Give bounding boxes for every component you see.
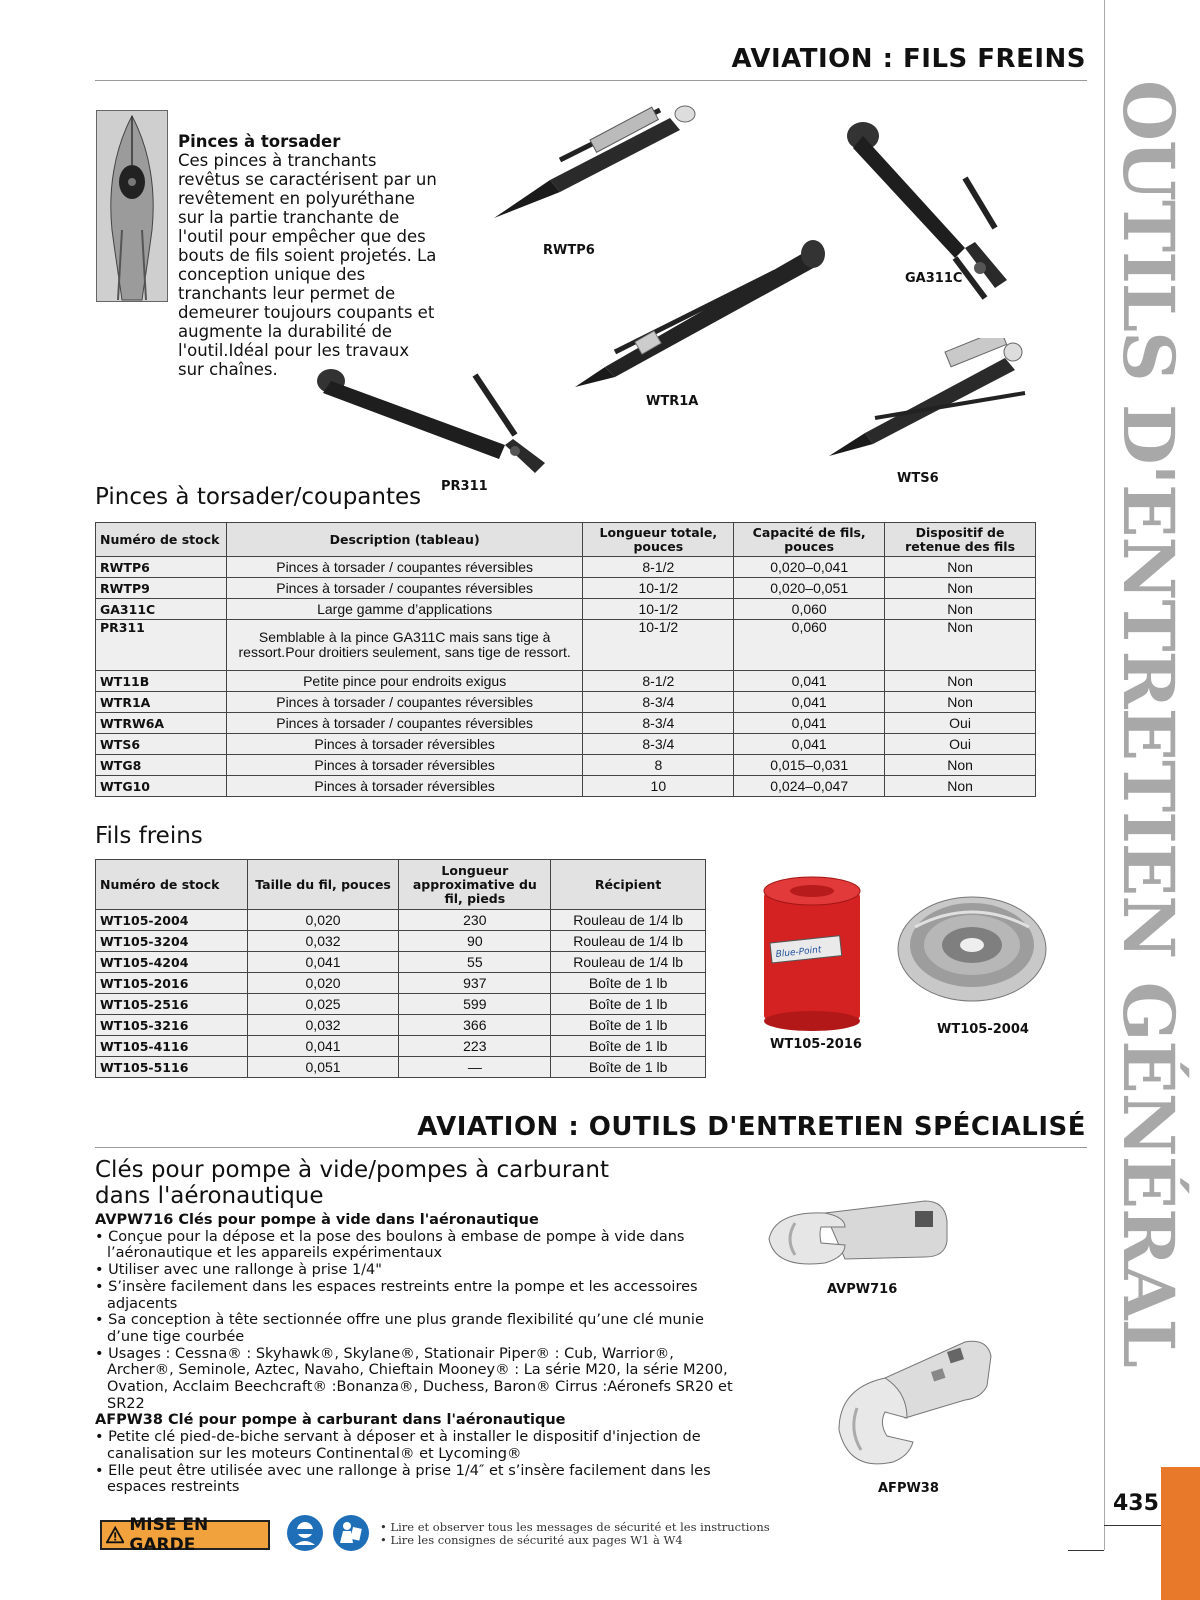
size-cell: 0,025	[247, 994, 399, 1015]
wtr1a-pliers-image	[565, 232, 835, 397]
wts6-label: WTS6	[897, 471, 939, 486]
length-cell: 366	[399, 1015, 551, 1036]
description-cell: Semblable à la pince GA311C mais sans tige à ressort.Pour droitiers seulement, sans tige de ressort.	[226, 620, 583, 671]
retainer-cell: Non	[885, 755, 1036, 776]
table-row	[96, 952, 706, 973]
capacity-cell: 0,015–0,031	[734, 755, 885, 776]
pliers-header-length: Longueur totale, pouces	[583, 523, 734, 557]
container-cell: Rouleau de 1/4 lb	[551, 910, 706, 931]
length-cell: 223	[399, 1036, 551, 1057]
wire-table	[95, 859, 706, 1078]
retainer-cell: Non	[885, 620, 1036, 671]
retainer-cell: Non	[885, 578, 1036, 599]
specialized-rule	[95, 1147, 1087, 1148]
rwtp6-label: RWTP6	[543, 243, 595, 258]
capacity-cell: 0,020–0,051	[734, 578, 885, 599]
stock-cell: WT105-2016	[96, 973, 248, 994]
length-cell: 8-1/2	[583, 557, 734, 578]
safety-note: • Lire les consignes de sécurité aux pages W1 à W4	[380, 1532, 683, 1547]
table-row	[96, 994, 706, 1015]
stock-cell: WTR1A	[96, 692, 227, 713]
list-item: • Usages : Cessna® : Skyhawk®, Skylane®, Stationair Piper® : Cub, Warrior®, Archer®, Seminole, Aztec, Navaho, Chieftain Mooney® : La série M20, la série M200, Ovation, Acclaim Beechcraft® :Bonanza®, Duchess, Baron® Cirrus :Aéronefs SR20 et SR22	[95, 1345, 733, 1412]
spool-brand-label: Blue-Point	[775, 945, 822, 960]
page-number: 435	[1113, 1491, 1159, 1516]
description-cell: Pinces à torsader réversibles	[226, 734, 583, 755]
length-cell: 10-1/2	[583, 578, 734, 599]
length-cell: 90	[399, 931, 551, 952]
pr311-pliers-image	[315, 365, 555, 490]
size-cell: 0,032	[247, 1015, 399, 1036]
pliers-header-capacity: Capacité de fils, pouces	[734, 523, 885, 557]
safety-notes	[380, 1521, 770, 1546]
retainer-cell: Non	[885, 599, 1036, 620]
afpw38-wrench-image	[835, 1338, 995, 1478]
list-item: • Utiliser avec une rallonge à prise 1/4"	[95, 1262, 382, 1279]
pr311-label: PR311	[441, 479, 488, 494]
stock-cell: WTG10	[96, 776, 227, 797]
container-cell: Boîte de 1 lb	[551, 1036, 706, 1057]
table-row	[96, 931, 706, 952]
stock-cell: WT105-2516	[96, 994, 248, 1015]
table-row	[96, 713, 1036, 734]
stock-cell: WT105-4204	[96, 952, 248, 973]
wire-header-stock: Numéro de stock	[96, 860, 248, 910]
length-cell: 8-3/4	[583, 734, 734, 755]
intro-title: Pinces à torsader	[178, 132, 341, 151]
stock-cell: WT11B	[96, 671, 227, 692]
page-number-rule	[1104, 1525, 1161, 1526]
table-row	[96, 557, 1036, 578]
wire-table-title: Fils freins	[95, 823, 203, 849]
wire-header-length: Longueur approximative du fil, pieds	[399, 860, 551, 910]
length-cell: 937	[399, 973, 551, 994]
description-cell: Pinces à torsader réversibles	[226, 776, 583, 797]
container-cell: Boîte de 1 lb	[551, 1015, 706, 1036]
wt105-2004-label: WT105-2004	[937, 1022, 1029, 1037]
length-cell: 8-3/4	[583, 692, 734, 713]
stock-cell: WT105-4116	[96, 1036, 248, 1057]
length-cell: 10-1/2	[583, 599, 734, 620]
pliers-header-description: Description (tableau)	[226, 523, 583, 557]
pliers-header-stock: Numéro de stock	[96, 523, 227, 557]
size-cell: 0,041	[247, 1036, 399, 1057]
avpw716-description	[95, 1212, 745, 1496]
sidebar-category	[1102, 80, 1200, 1367]
footer-rule	[1068, 1550, 1104, 1551]
capacity-cell: 0,041	[734, 671, 885, 692]
sidebar-category-text: OUTILS D'ENTRETIEN GÉNÉRAL	[1107, 80, 1190, 1367]
retainer-cell: Non	[885, 692, 1036, 713]
container-cell: Boîte de 1 lb	[551, 1057, 706, 1078]
pliers-table-title: Pinces à torsader/coupantes	[95, 484, 422, 510]
description-cell: Pinces à torsader / coupantes réversibles	[226, 692, 583, 713]
table-row	[96, 1015, 706, 1036]
length-cell: 10-1/2	[583, 620, 734, 671]
retainer-cell: Non	[885, 671, 1036, 692]
stock-cell: WT105-2004	[96, 910, 248, 931]
ga311c-label: GA311C	[905, 271, 963, 286]
avpw716-wrench-image	[765, 1193, 955, 1283]
pliers-header-retainer: Dispositif de retenue des fils	[885, 523, 1036, 557]
stock-cell: RWTP9	[96, 578, 227, 599]
size-cell: 0,051	[247, 1057, 399, 1078]
capacity-cell: 0,041	[734, 734, 885, 755]
read-manual-icon	[333, 1515, 369, 1551]
table-row	[96, 1057, 706, 1078]
stock-cell: WTS6	[96, 734, 227, 755]
warning-badge	[100, 1515, 270, 1555]
length-cell: 599	[399, 994, 551, 1015]
wire-header-size: Taille du fil, pouces	[247, 860, 399, 910]
wrenches-title: Clés pour pompe à vide/pompes à carburant dans l'aéronautique	[95, 1157, 609, 1209]
section-header: AVIATION : FILS FREINS	[731, 44, 1086, 74]
stock-cell: WT105-5116	[96, 1057, 248, 1078]
length-cell: 8	[583, 755, 734, 776]
capacity-cell: 0,041	[734, 713, 885, 734]
capacity-cell: 0,060	[734, 599, 885, 620]
warning-icon	[106, 1526, 124, 1544]
container-cell: Rouleau de 1/4 lb	[551, 952, 706, 973]
intro-body: Ces pinces à tranchants revêtus se caractérisent par un revêtement en polyuréthane sur la partie tranchante de l'outil pour empêcher que des bouts de fils soient projetés. La conception unique des tranchants leur permet de demeurer toujours coupants et augmente la durabilité de l'outil.Idéal pour les travaux sur chaînes.	[178, 151, 437, 379]
table-row	[96, 599, 1036, 620]
description-cell: Pinces à torsader / coupantes réversibles	[226, 557, 583, 578]
size-cell: 0,020	[247, 910, 399, 931]
afpw38-heading: AFPW38 Clé pour pompe à carburant dans l'aéronautique	[95, 1412, 566, 1429]
list-item: • S’insère facilement dans les espaces restreints entre la pompe et les accessoires adjacents	[95, 1278, 698, 1312]
safety-note: • Lire et observer tous les messages de sécurité et les instructions	[380, 1520, 770, 1534]
section-header-specialized: AVIATION : OUTILS D'ENTRETIEN SPÉCIALISÉ	[417, 1112, 1086, 1142]
container-cell: Rouleau de 1/4 lb	[551, 931, 706, 952]
table-row	[96, 755, 1036, 776]
avpw716-label: AVPW716	[827, 1282, 898, 1297]
length-cell: 10	[583, 776, 734, 797]
wt105-2016-label: WT105-2016	[770, 1037, 862, 1052]
wire-header-container: Récipient	[551, 860, 706, 910]
wtr1a-label: WTR1A	[646, 394, 699, 409]
wt105-2004-spool-image	[895, 887, 1050, 1005]
table-row	[96, 1036, 706, 1057]
table-row	[96, 776, 1036, 797]
description-cell: Petite pince pour endroits exigus	[226, 671, 583, 692]
length-cell: 55	[399, 952, 551, 973]
retainer-cell: Oui	[885, 734, 1036, 755]
wts6-pliers-image	[825, 338, 1035, 463]
list-item: • Elle peut être utilisée avec une rallonge à prise 1/4″ et s’insère facilement dans les espaces restreints	[95, 1462, 711, 1496]
retainer-cell: Non	[885, 557, 1036, 578]
container-cell: Boîte de 1 lb	[551, 994, 706, 1015]
table-row	[96, 692, 1036, 713]
container-cell: Boîte de 1 lb	[551, 973, 706, 994]
retainer-cell: Oui	[885, 713, 1036, 734]
description-cell: Pinces à torsader / coupantes réversibles	[226, 578, 583, 599]
length-cell: 8-1/2	[583, 671, 734, 692]
avpw716-heading: AVPW716 Clés pour pompe à vide dans l'aéronautique	[95, 1212, 539, 1228]
table-row	[96, 671, 1036, 692]
table-row	[96, 734, 1036, 755]
length-cell: —	[399, 1057, 551, 1078]
size-cell: 0,032	[247, 931, 399, 952]
safety-glasses-icon	[287, 1515, 323, 1551]
capacity-cell: 0,060	[734, 620, 885, 671]
list-item: • Conçue pour la dépose et la pose des boulons à embase de pompe à vide dans l’aéronautique et les appareils expérimentaux	[95, 1228, 685, 1262]
capacity-cell: 0,024–0,047	[734, 776, 885, 797]
list-item: • Sa conception à tête sectionnée offre une plus grande flexibilité qu’une clé munie d’une tige courbée	[95, 1312, 704, 1345]
warning-text: MISE EN GARDE	[129, 1515, 209, 1555]
size-cell: 0,020	[247, 973, 399, 994]
table-row	[96, 578, 1036, 599]
stock-cell: WT105-3204	[96, 931, 248, 952]
wt105-2016-spool-image	[760, 873, 865, 1033]
length-cell: 230	[399, 910, 551, 931]
list-item: • Petite clé pied-de-biche servant à déposer et à installer le dispositif d'injection de canalisation sur les moteurs Continental® et Lycoming®	[95, 1429, 701, 1462]
capacity-cell: 0,020–0,041	[734, 557, 885, 578]
header-rule	[95, 80, 1087, 81]
stock-cell: RWTP6	[96, 557, 227, 578]
stock-cell: PR311	[96, 620, 227, 671]
length-cell: 8-3/4	[583, 713, 734, 734]
pliers-table	[95, 522, 1036, 797]
table-row	[96, 620, 1036, 671]
description-cell: Pinces à torsader / coupantes réversibles	[226, 713, 583, 734]
table-row	[96, 910, 706, 931]
stock-cell: WTG8	[96, 755, 227, 776]
intro-text	[178, 132, 440, 379]
stock-cell: WT105-3216	[96, 1015, 248, 1036]
plier-closeup-photo	[96, 110, 168, 302]
stock-cell: GA311C	[96, 599, 227, 620]
afpw38-label: AFPW38	[878, 1481, 939, 1496]
retainer-cell: Non	[885, 776, 1036, 797]
table-row	[96, 973, 706, 994]
description-cell: Large gamme d’applications	[226, 599, 583, 620]
rwtp6-pliers-image	[490, 100, 710, 230]
description-cell: Pinces à torsader réversibles	[226, 755, 583, 776]
size-cell: 0,041	[247, 952, 399, 973]
page-tab	[1161, 1467, 1200, 1600]
capacity-cell: 0,041	[734, 692, 885, 713]
stock-cell: WTRW6A	[96, 713, 227, 734]
